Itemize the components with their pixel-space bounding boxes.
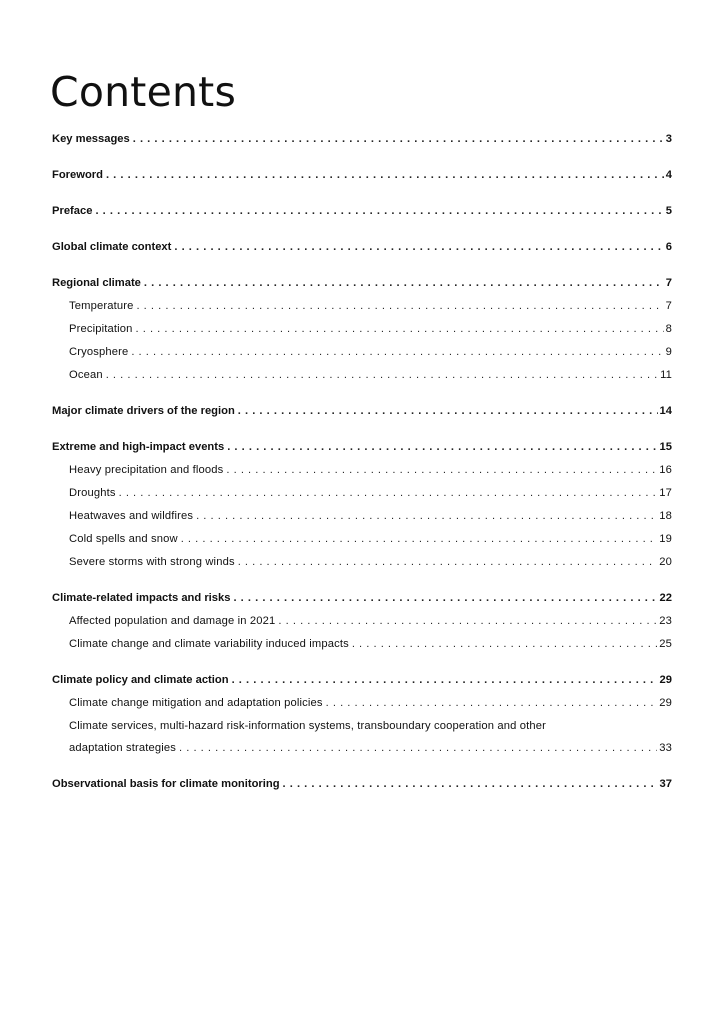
toc-subentry-induced-impacts[interactable]: [52, 637, 672, 651]
dot-leader: [226, 463, 657, 477]
toc-entry-page: 22: [659, 592, 672, 604]
toc-entry-impacts-risks[interactable]: [52, 591, 672, 605]
toc-entry-page: 14: [659, 405, 672, 417]
dot-leader: [179, 741, 657, 755]
toc-entry-page: 9: [665, 346, 672, 358]
toc-entry-label: Climate change mitigation and adaptation policies: [69, 697, 323, 709]
toc-subentry-mitigation-adaptation[interactable]: [52, 696, 672, 710]
toc-entry-page: 7: [665, 277, 672, 289]
dot-leader: [233, 591, 657, 605]
toc-entry-page: 17: [659, 487, 672, 499]
toc-entry-label: Cryosphere: [69, 346, 129, 358]
toc-entry-label: Ocean: [69, 369, 103, 381]
toc-entry-label: Extreme and high-impact events: [52, 441, 225, 453]
dot-leader: [278, 614, 657, 628]
toc-entry-label: Climate-related impacts and risks: [52, 592, 231, 604]
toc-subentry-cryosphere[interactable]: [52, 345, 672, 359]
dot-leader: [196, 509, 657, 523]
toc-subentry-precipitation[interactable]: [52, 322, 672, 336]
toc-subentry-droughts[interactable]: [52, 486, 672, 500]
toc-entry-label: Major climate drivers of the region: [52, 405, 235, 417]
toc-entry-label: Heavy precipitation and floods: [69, 464, 224, 476]
toc-entry-page: 33: [659, 742, 672, 754]
toc-entry-page: 4: [665, 169, 672, 181]
toc-entry-global-climate-context[interactable]: [52, 240, 672, 254]
toc-subentry-cold-spells[interactable]: [52, 532, 672, 546]
toc-subentry-affected-population[interactable]: [52, 614, 672, 628]
toc-entry-label: Foreword: [52, 169, 103, 181]
toc-entry-page: 8: [665, 323, 672, 335]
toc-entry-label: adaptation strategies: [69, 742, 177, 754]
toc-subentry-heavy-precipitation[interactable]: [52, 463, 672, 477]
dot-leader: [352, 637, 657, 651]
toc-entry-label: Global climate context: [52, 241, 172, 253]
dot-leader: [326, 696, 658, 710]
dot-leader: [181, 532, 658, 546]
toc-subentry-severe-storms[interactable]: [52, 555, 672, 569]
toc-entry-page: 19: [659, 533, 672, 545]
dot-leader: [136, 299, 663, 313]
toc-entry-label: Heatwaves and wildfires: [69, 510, 194, 522]
table-of-contents: [52, 132, 672, 791]
toc-subentry-heatwaves[interactable]: [52, 509, 672, 523]
toc-entry-regional-climate[interactable]: [52, 276, 672, 290]
toc-entry-page: 11: [660, 369, 672, 381]
toc-subentry-temperature[interactable]: [52, 299, 672, 313]
toc-entry-label: Severe storms with strong winds: [69, 556, 235, 568]
dot-leader: [227, 440, 657, 454]
dot-leader: [136, 322, 664, 336]
dot-leader: [131, 345, 663, 359]
toc-entry-extreme-events[interactable]: [52, 440, 672, 454]
toc-entry-label: Observational basis for climate monitoring: [52, 778, 280, 790]
toc-subentry-climate-services-line1[interactable]: [52, 719, 672, 733]
toc-entry-label: Climate policy and climate action: [52, 674, 229, 686]
toc-entry-observational-basis[interactable]: [52, 777, 672, 791]
toc-subentry-ocean[interactable]: [52, 368, 672, 382]
toc-entry-page: 25: [659, 638, 672, 650]
toc-entry-label: Affected population and damage in 2021: [69, 615, 276, 627]
toc-entry-page: 29: [659, 697, 672, 709]
toc-subentry-climate-services[interactable]: [52, 741, 672, 755]
toc-entry-label: Droughts: [69, 487, 116, 499]
toc-entry-page: 18: [659, 510, 672, 522]
toc-entry-key-messages[interactable]: [52, 132, 672, 146]
toc-entry-foreword[interactable]: [52, 168, 672, 182]
toc-entry-page: 3: [665, 133, 672, 145]
dot-leader: [144, 276, 664, 290]
toc-entry-page: 37: [659, 778, 672, 790]
toc-entry-label: Climate services, multi-hazard risk-information systems, transboundary cooperation and other: [69, 720, 547, 732]
dot-leader: [283, 777, 658, 791]
toc-entry-page: 15: [659, 441, 672, 453]
toc-entry-page: 16: [659, 464, 672, 476]
toc-entry-label: Cold spells and snow: [69, 533, 178, 545]
toc-entry-label: Key messages: [52, 133, 130, 145]
toc-entry-page: 23: [659, 615, 672, 627]
dot-leader: [106, 368, 658, 382]
toc-entry-label: Climate change and climate variability induced impacts: [69, 638, 349, 650]
dot-leader: [119, 486, 658, 500]
dot-leader: [106, 168, 664, 182]
toc-entry-label: Regional climate: [52, 277, 141, 289]
toc-entry-preface[interactable]: [52, 204, 672, 218]
toc-entry-label: Preface: [52, 205, 93, 217]
page-title: Contents: [50, 68, 237, 116]
dot-leader: [133, 132, 664, 146]
toc-entry-major-climate-drivers[interactable]: [52, 404, 672, 418]
toc-entry-label: Precipitation: [69, 323, 133, 335]
dot-leader: [238, 404, 658, 418]
dot-leader: [174, 240, 663, 254]
toc-entry-page: 7: [665, 300, 672, 312]
toc-entry-page: 5: [665, 205, 672, 217]
toc-entry-page: 20: [659, 556, 672, 568]
toc-entry-label: Temperature: [69, 300, 134, 312]
toc-entry-policy-action[interactable]: [52, 673, 672, 687]
dot-leader: [95, 204, 663, 218]
dot-leader: [232, 673, 658, 687]
dot-leader: [238, 555, 658, 569]
toc-entry-page: 6: [665, 241, 672, 253]
toc-entry-page: 29: [659, 674, 672, 686]
